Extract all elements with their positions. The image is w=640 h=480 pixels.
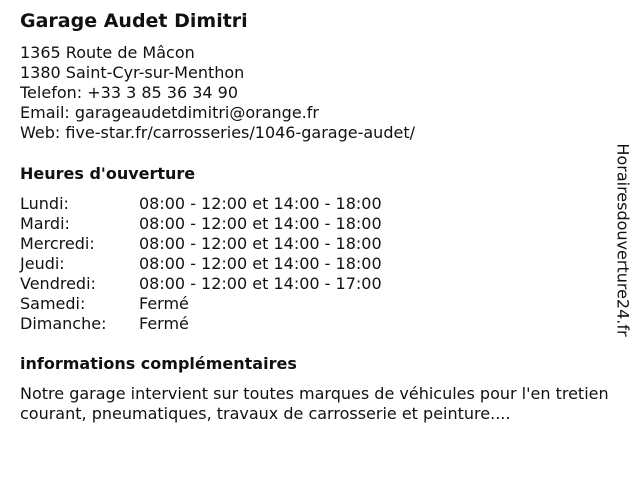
hours-row-monday xyxy=(20,194,440,214)
business-name: Garage Audet Dimitri xyxy=(20,10,248,32)
hours-row-wednesday xyxy=(20,234,440,254)
hours-row-thursday xyxy=(20,254,440,274)
info-description: Notre garage intervient sur toutes marques de véhicules pour l'en tretien courant, pneumatiques, travaux de carrosserie et peinture.... xyxy=(20,384,609,423)
info-heading: informations complémentaires xyxy=(20,354,297,373)
time-value: 08:00 - 12:00 et 14:00 - 18:00 xyxy=(139,254,382,273)
hours-row-friday xyxy=(20,274,440,294)
time-value: Fermé xyxy=(139,314,189,333)
day-label: Vendredi: xyxy=(20,274,96,293)
day-label: Dimanche: xyxy=(20,314,107,333)
hours-row-sunday xyxy=(20,314,440,334)
opening-hours-table xyxy=(20,194,440,334)
web-line: Web: five-star.fr/carrosseries/1046-garage-audet/ xyxy=(20,123,415,142)
time-value: 08:00 - 12:00 et 14:00 - 17:00 xyxy=(139,274,382,293)
address-line-1: 1365 Route de Mâcon xyxy=(20,43,195,62)
time-value: Fermé xyxy=(139,294,189,313)
address-line-2: 1380 Saint-Cyr-sur-Menthon xyxy=(20,63,245,82)
day-label: Jeudi: xyxy=(20,254,65,273)
day-label: Lundi: xyxy=(20,194,69,213)
contact-block xyxy=(20,43,415,143)
hours-heading: Heures d'ouverture xyxy=(20,164,196,183)
time-value: 08:00 - 12:00 et 14:00 - 18:00 xyxy=(139,194,382,213)
day-label: Mardi: xyxy=(20,214,70,233)
time-value: 08:00 - 12:00 et 14:00 - 18:00 xyxy=(139,234,382,253)
hours-row-saturday xyxy=(20,294,440,314)
time-value: 08:00 - 12:00 et 14:00 - 18:00 xyxy=(139,214,382,233)
phone-line: Telefon: +33 3 85 36 34 90 xyxy=(20,83,239,102)
email-line: Email: garageaudetdimitri@orange.fr xyxy=(20,103,319,122)
day-label: Mercredi: xyxy=(20,234,95,253)
hours-row-tuesday xyxy=(20,214,440,234)
day-label: Samedi: xyxy=(20,294,86,313)
site-watermark: Horairesdouverture24.fr xyxy=(613,143,633,337)
